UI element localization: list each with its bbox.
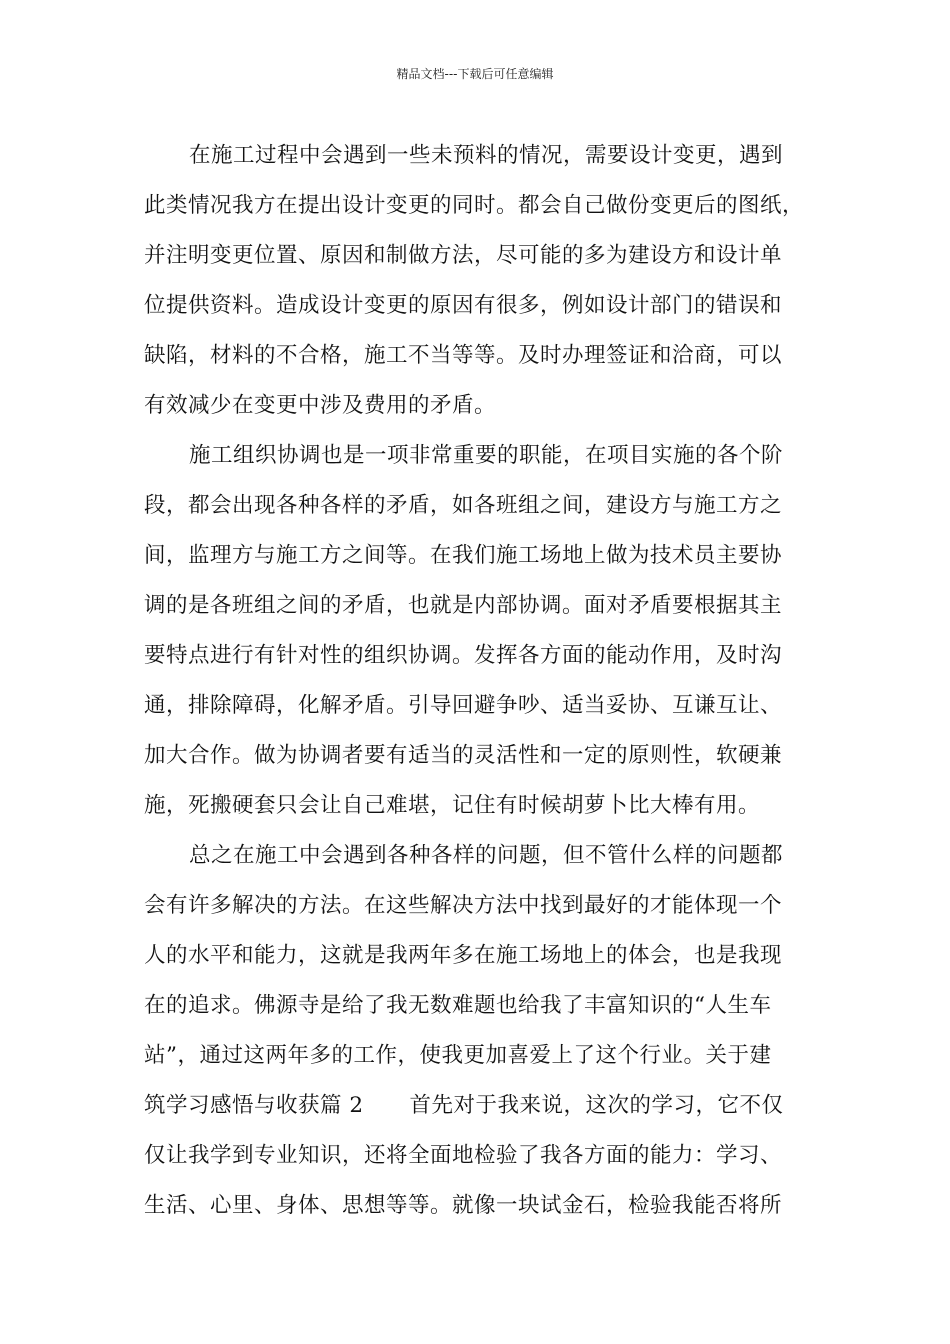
text-line: 位提供资料。造成设计变更的原因有很多，例如设计部门的错误和 [144,293,783,318]
document-body [144,131,809,1231]
paragraph-2 [144,431,809,831]
text-line: 间，监理方与施工方之间等。在我们施工场地上做为技术员主要协 [144,543,783,568]
text-line: 生活、心里、身体、思想等等。就像一块试金石，检验我能否将所 [144,1193,783,1218]
text-line: 总之在施工中会遇到各种各样的问题，但不管什么样的问题都 [189,843,784,868]
text-fragment: 首先对于我来说，这次的学习，它不仅 [409,1093,784,1118]
text-line: 通，排除障碍，化解矛盾。引导回避争吵、适当妥协、互谦互让、 [144,693,783,718]
section-heading-line [144,1081,809,1131]
text-line: 调的是各班组之间的矛盾，也就是内部协调。面对矛盾要根据其主 [144,593,783,618]
text-line: 会有许多解决的方法。在这些解决方法中找到最好的才能体现一个 [144,893,783,918]
text-line: 仅让我学到专业知识，还将全面地检验了我各方面的能力：学习、 [144,1143,783,1168]
paragraph-1 [144,131,809,431]
text-line: 加大合作。做为协调者要有适当的灵活性和一定的原则性，软硬兼 [144,743,783,768]
text-line: 在的追求。佛源寺是给了我无数难题也给我了丰富知识的“人生车 [144,993,772,1018]
text-line: 缺陷，材料的不合格，施工不当等等。及时办理签证和洽商，可以 [144,343,783,368]
text-line: 人的水平和能力，这就是我两年多在施工场地上的体会，也是我现 [144,943,783,968]
text-line: 在施工过程中会遇到一些未预料的情况，需要设计变更，遇到 [189,143,784,168]
text-line: 有效减少在变更中涉及费用的矛盾。 [144,393,497,418]
text-line: 段，都会出现各种各样的矛盾，如各班组之间，建设方与施工方之 [144,493,783,518]
paragraph-3 [144,831,809,1231]
section-title: 筑学习感悟与收获篇 2 [144,1093,364,1118]
text-line: 要特点进行有针对性的组织协调。发挥各方面的能动作用，及时沟 [144,643,783,668]
text-line: 并注明变更位置、原因和制做方法，尽可能的多为建设方和设计单 [144,243,783,268]
text-line: 施工组织协调也是一项非常重要的职能，在项目实施的各个阶 [189,443,784,468]
text-line: 此类情况我方在提出设计变更的同时。都会自己做份变更后的图纸， [144,193,805,218]
text-line: 站”，通过这两年多的工作，使我更加喜爱上了这个行业。关于建 [144,1043,772,1068]
page-header: 精品文档---下载后可任意编辑 [396,67,554,81]
text-line: 施，死搬硬套只会让自己难堪，记住有时候胡萝卜比大棒有用。 [144,793,761,818]
